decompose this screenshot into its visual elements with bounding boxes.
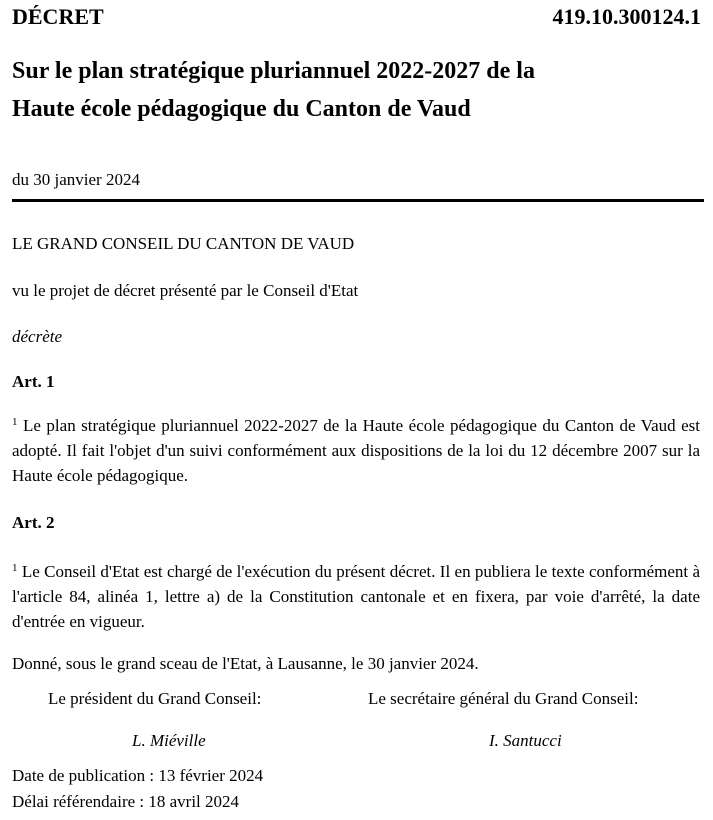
secretary-role: Le secrétaire général du Grand Conseil: bbox=[368, 689, 639, 708]
authority-line: LE GRAND CONSEIL DU CANTON DE VAUD bbox=[12, 234, 355, 253]
alinea-number: 1 bbox=[12, 416, 18, 428]
decrees-line: décrète bbox=[12, 327, 63, 346]
president-role: Le président du Grand Conseil: bbox=[48, 689, 262, 708]
given-line: Donné, sous le grand sceau de l'Etat, à Lausanne, le 30 janvier 2024. bbox=[12, 654, 479, 673]
article-1-heading: Art. 1 bbox=[12, 372, 55, 391]
document-number: 419.10.300124.1 bbox=[552, 4, 701, 29]
publication-date: Date de publication : 13 février 2024 bbox=[12, 766, 264, 785]
article-2-text: Le Conseil d'Etat est chargé de l'exécution du présent décret. Il en publiera le texte conformément à l'article 84, alinéa 1, lettre a) de la Constitution cantonale et en fixera, par voie d'arrêté, la date d'entrée en vigueur. bbox=[12, 562, 701, 631]
document-type: DÉCRET bbox=[12, 4, 104, 29]
president-name: L. Miéville bbox=[132, 731, 206, 750]
decree-date: du 30 janvier 2024 bbox=[12, 170, 140, 189]
article-2-body bbox=[12, 559, 700, 634]
article-2-heading: Art. 2 bbox=[12, 513, 55, 532]
title-line-2: Haute école pédagogique du Canton de Vaud bbox=[12, 96, 471, 122]
title-line-1: Sur le plan stratégique pluriannuel 2022-2027 de la bbox=[12, 58, 535, 84]
article-1-body bbox=[12, 413, 700, 488]
horizontal-rule bbox=[12, 199, 704, 202]
alinea-number: 1 bbox=[12, 562, 18, 574]
secretary-name: I. Santucci bbox=[489, 731, 562, 750]
referendum-deadline: Délai référendaire : 18 avril 2024 bbox=[12, 792, 240, 811]
article-1-text: Le plan stratégique pluriannuel 2022-2027 de la Haute école pédagogique du Canton de Vaud est adopté. Il fait l'objet d'un suivi conformément aux dispositions de la loi du 12 décembre 2007 sur la Haute école pédagogique. bbox=[12, 416, 701, 485]
considering-line: vu le projet de décret présenté par le Conseil d'Etat bbox=[12, 281, 359, 300]
